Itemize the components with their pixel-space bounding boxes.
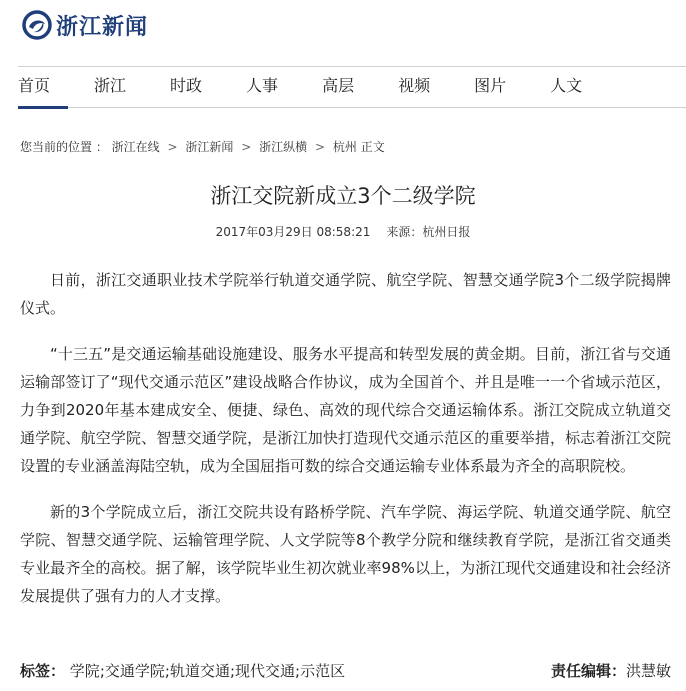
- article-paragraph: 新的3个学院成立后，浙江交院共设有路桥学院、汽车学院、海运学院、轨道交通学院、航空学院、智慧交通学院、运输管理学院、人文学院等8个教学分院和继续教育学院，是浙江省交通类专业最齐全的高校。据了解，该学院毕业生初次就业率98%以上，为浙江现代交通建设和社会经济发展提供了强有力的人才支撑。: [20, 503, 671, 605]
- breadcrumb-separator: >: [167, 140, 178, 154]
- breadcrumb-prefix: 您当前的位置 ：: [20, 140, 108, 154]
- tag-link[interactable]: 现代交通: [235, 662, 296, 680]
- nav-active-indicator: [18, 106, 68, 109]
- nav-item-photos[interactable]: 图片: [474, 76, 507, 95]
- nav-top-divider: [18, 66, 686, 67]
- breadcrumb-separator: >: [241, 140, 252, 154]
- zjol-swirl-logo-icon: [22, 10, 52, 40]
- breadcrumb-link-hangzhou[interactable]: 杭州: [332, 140, 357, 154]
- main-nav: [18, 68, 686, 104]
- nav-bottom-divider: [18, 107, 686, 108]
- tag-list: [20, 660, 345, 681]
- article-paragraph: 日前，浙江交通职业技术学院举行轨道交通学院、航空学院、智慧交通学院3个二级学院揭牌仪式。: [20, 271, 671, 317]
- tag-separator: ;: [99, 662, 105, 680]
- article-datetime: 2017年03月29日 08:58:21: [215, 225, 371, 239]
- tag-link[interactable]: 轨道交通: [169, 662, 230, 680]
- tag-separator: ;: [229, 662, 236, 680]
- nav-item-home[interactable]: 首页: [18, 76, 51, 95]
- nav-item-personnel[interactable]: 人事: [246, 76, 279, 95]
- article-title: 浙江交院新成立3个二级学院: [210, 184, 476, 208]
- tag-link[interactable]: 学院: [69, 662, 100, 680]
- nav-item-culture[interactable]: 人文: [550, 76, 583, 95]
- responsible-editor: [551, 660, 671, 681]
- nav-item-politics[interactable]: 时政: [170, 76, 203, 95]
- editor-name: 洪慧敏: [625, 662, 671, 680]
- breadcrumb-separator: >: [314, 140, 326, 154]
- breadcrumb: [20, 138, 385, 155]
- editor-label: 责任编辑：: [550, 662, 626, 680]
- breadcrumb-link-news[interactable]: 浙江新闻: [185, 140, 234, 154]
- tag-link[interactable]: 交通学院: [104, 662, 165, 680]
- tag-link[interactable]: 示范区: [300, 662, 346, 680]
- breadcrumb-current: 正文: [360, 140, 385, 154]
- article-source: 来源：杭州日报: [386, 225, 471, 239]
- article-paragraph: “十三五”是交通运输基础设施建设、服务水平提高和转型发展的黄金期。目前，浙江省与交通运输部签订了“现代交通示范区”建设战略合作协议，成为全国首个、并且是唯一一个省域示范区，力争到2020年基本建成安全、便捷、绿色、高效的现代综合交通运输体系。浙江交院成立轨道交通学院、航空学院、智慧交通学院，是浙江加快打造现代交通示范区的重要举措，标志着浙江交院设置的专业涵盖海陆空轨，成为全国屈指可数的综合交通运输专业体系最为齐全的高职院校。: [20, 345, 671, 475]
- nav-item-video[interactable]: 视频: [398, 76, 431, 95]
- tags-label: 标签：: [20, 662, 66, 680]
- site-logo-text: 浙江新闻: [56, 14, 149, 40]
- nav-item-leadership[interactable]: 高层: [322, 76, 355, 95]
- tag-separator: ;: [164, 662, 170, 680]
- tag-separator: ;: [295, 662, 301, 680]
- article-meta: [0, 223, 686, 240]
- breadcrumb-link-zongheng[interactable]: 浙江纵横: [259, 140, 308, 154]
- article-body: [20, 266, 671, 628]
- breadcrumb-link-zjol[interactable]: 浙江在线: [111, 140, 160, 154]
- nav-item-zhejiang[interactable]: 浙江: [94, 76, 127, 95]
- site-logo[interactable]: [22, 8, 148, 42]
